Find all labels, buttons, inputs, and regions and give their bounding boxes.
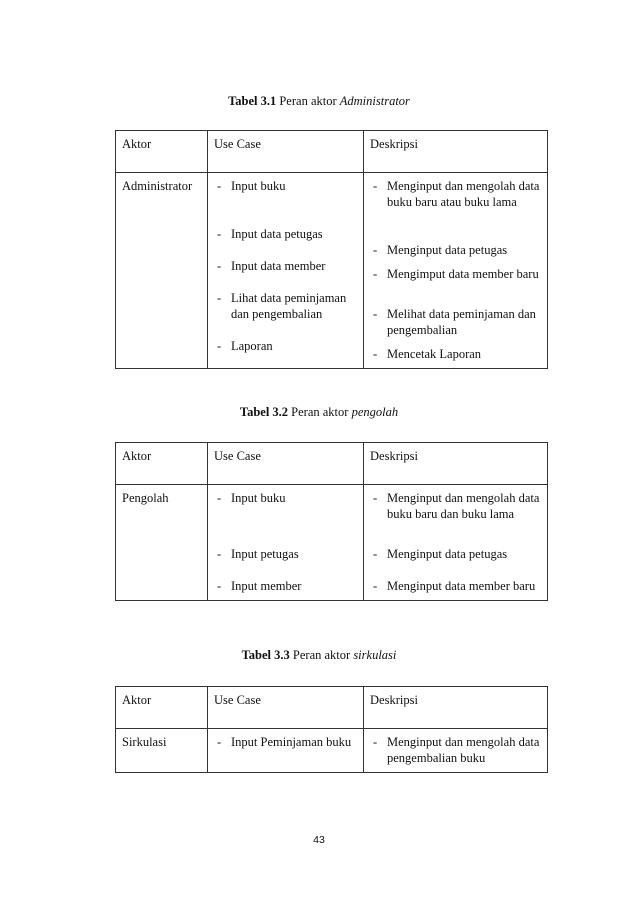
description-item: - Melihat data peminjaman dan pengembalian: [370, 306, 541, 346]
use-case-item: - Input buku: [214, 490, 357, 546]
caption-actor: Administrator: [339, 94, 410, 108]
use-case-cell: [208, 173, 364, 369]
header-aktor: Aktor: [116, 443, 208, 485]
description-item: - Menginput dan mengolah data buku baru dan buku lama: [370, 490, 541, 546]
header-deskripsi: Deskripsi: [364, 443, 548, 485]
description-item: - Menginput dan mengolah data buku baru atau buku lama: [370, 178, 541, 242]
table-row: [116, 729, 548, 773]
table-sirkulasi: [115, 686, 548, 773]
description-cell: [364, 729, 548, 773]
actor-cell: Administrator: [116, 173, 208, 369]
actor-cell: Pengolah: [116, 485, 208, 601]
header-aktor: Aktor: [116, 687, 208, 729]
header-use-case: Use Case: [208, 443, 364, 485]
table-header-row: [116, 131, 548, 173]
header-deskripsi: Deskripsi: [364, 687, 548, 729]
caption-number: Tabel 3.1: [228, 94, 277, 108]
table-caption-2: [0, 404, 638, 420]
table-administrator: [115, 130, 548, 369]
caption-text: Peran aktor: [279, 94, 337, 108]
caption-number: Tabel 3.3: [241, 648, 290, 662]
description-item: - Menginput data petugas: [370, 242, 541, 266]
caption-actor: pengolah: [351, 405, 399, 419]
table-header-row: [116, 443, 548, 485]
description-item: - Menginput dan mengolah data pengembalian buku: [370, 734, 541, 766]
caption-text: Peran aktor: [291, 405, 349, 419]
description-cell: [364, 485, 548, 601]
caption-text: Peran aktor: [292, 648, 351, 662]
page-number: 43: [313, 834, 325, 846]
use-case-item: - Input petugas: [214, 546, 357, 578]
use-case-item: - Input member: [214, 578, 357, 594]
use-case-item: - Laporan: [214, 338, 357, 354]
use-case-item: - Input buku: [214, 178, 357, 226]
description-item: - Menginput data petugas: [370, 546, 541, 578]
caption-number: Tabel 3.2: [239, 405, 289, 419]
header-deskripsi: Deskripsi: [364, 131, 548, 173]
use-case-item: - Input Peminjaman buku: [214, 734, 357, 750]
description-item: - Mengimput data member baru: [370, 266, 541, 306]
actor-cell: Sirkulasi: [116, 729, 208, 773]
description-item: - Mencetak Laporan: [370, 346, 541, 362]
table-pengolah: [115, 442, 548, 601]
header-use-case: Use Case: [208, 687, 364, 729]
table-caption-1: [0, 93, 638, 109]
use-case-item: - Lihat data peminjaman dan pengembalian: [214, 290, 357, 338]
use-case-item: - Input data petugas: [214, 226, 357, 258]
description-item: - Menginput data member baru: [370, 578, 541, 594]
use-case-cell: [208, 485, 364, 601]
table-header-row: [116, 687, 548, 729]
table-row: [116, 173, 548, 369]
table-caption-3: [0, 647, 638, 663]
table-row: [116, 485, 548, 601]
header-aktor: Aktor: [116, 131, 208, 173]
use-case-item: - Input data member: [214, 258, 357, 290]
use-case-cell: [208, 729, 364, 773]
description-cell: [364, 173, 548, 369]
header-use-case: Use Case: [208, 131, 364, 173]
caption-actor: sirkulasi: [353, 648, 397, 662]
